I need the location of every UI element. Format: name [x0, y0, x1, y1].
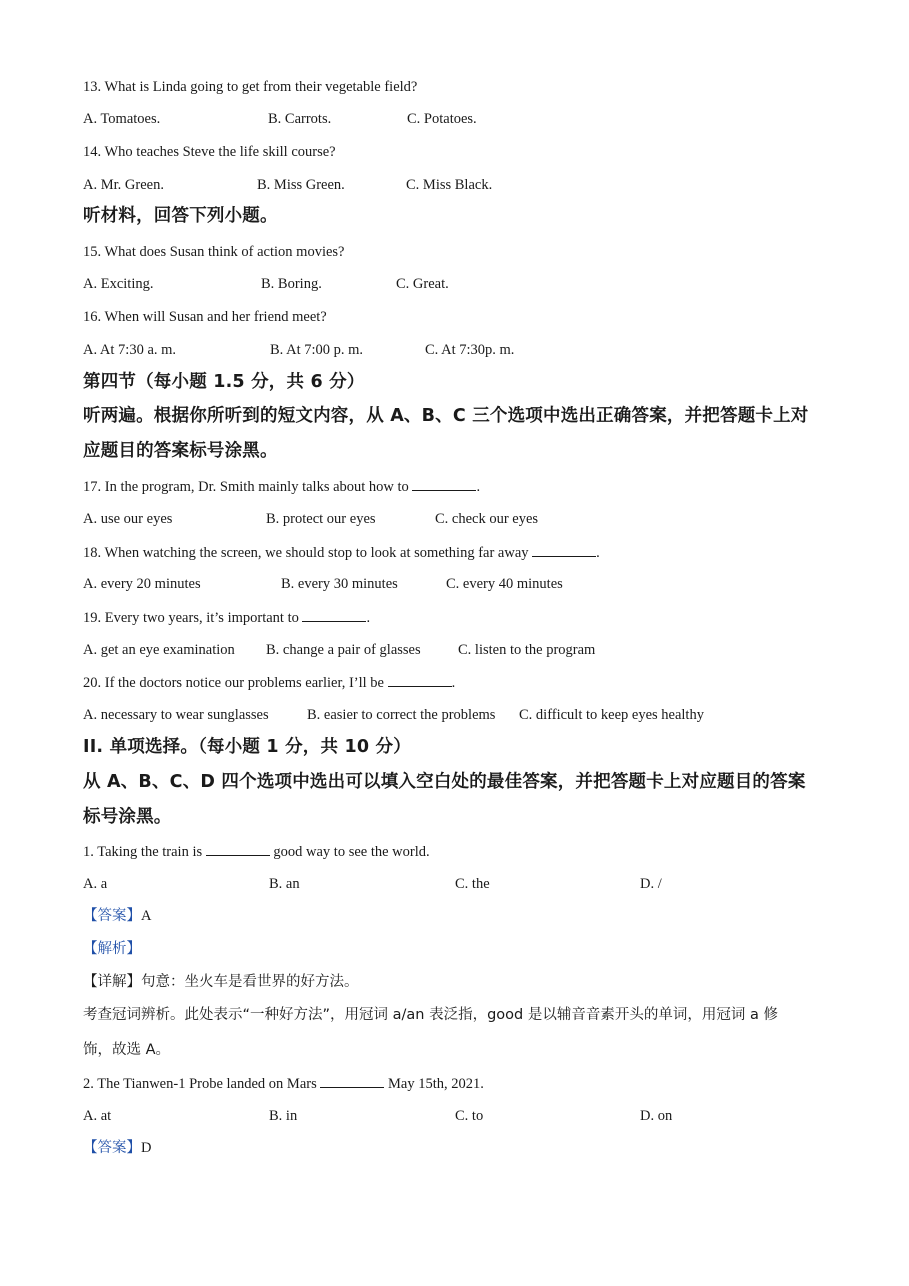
- part2-instruction-line1: 从 A、B、C、D 四个选项中选出可以填入空白处的最佳答案，并把答题卡上对应题目的答案: [83, 772, 806, 792]
- question-18: 18. When watching the screen, we should stop to look at something far away .: [83, 542, 600, 563]
- q16-option-b: B. At 7:00 p. m.: [270, 342, 364, 358]
- part2-title: II. 单项选择。（每小题 1 分，共 10 分）: [83, 737, 411, 757]
- answer-tag: 【答案】: [83, 908, 141, 924]
- mc2-option-a: A. at: [83, 1108, 112, 1124]
- question-15: 15. What does Susan think of action movies?: [83, 244, 345, 260]
- q13-option-a: A. Tomatoes.: [83, 111, 161, 127]
- q15-option-a: A. Exciting.: [83, 276, 154, 292]
- q15-option-b: B. Boring.: [261, 276, 322, 292]
- mc2-option-b: B. in: [269, 1108, 298, 1124]
- mc-question-2: 2. The Tianwen-1 Probe landed on Mars May 15th, 2021.: [83, 1073, 484, 1094]
- analysis-tag: 【解析】: [83, 941, 141, 957]
- q17-option-a: A. use our eyes: [83, 511, 173, 527]
- q19-option-c: C. listen to the program: [458, 642, 596, 658]
- detail-text: 句意：坐火车是看世界的好方法。: [141, 974, 359, 990]
- mc2-option-d: D. on: [640, 1108, 673, 1124]
- section4-instruction-line1: 听两遍。根据你所听到的短文内容，从 A、B、C 三个选项中选出正确答案，并把答题卡上对: [83, 406, 809, 426]
- q18-option-a: A. every 20 minutes: [83, 576, 201, 592]
- q19-option-b: B. change a pair of glasses: [266, 642, 421, 658]
- mc1-option-c: C. the: [455, 876, 490, 892]
- mc1-option-a: A. a: [83, 876, 108, 892]
- question-20: 20. If the doctors notice our problems earlier, I’ll be .: [83, 672, 455, 693]
- q14-option-b: B. Miss Green.: [257, 177, 345, 193]
- section4-title: 第四节（每小题 1.5 分，共 6 分）: [83, 372, 365, 392]
- mc1-option-b: B. an: [269, 876, 300, 892]
- answer-value: A: [141, 908, 152, 924]
- q13-option-c: C. Potatoes.: [407, 111, 477, 127]
- detail-tag: 【详解】: [83, 974, 141, 990]
- mc1-explain-line1: 考查冠词辨析。此处表示“一种好方法”，用冠词 a/an 表泛指，good 是以辅音音素开头的单词，用冠词 a 修: [83, 1007, 778, 1023]
- answer-blank: [412, 476, 476, 491]
- mc2-option-c: C. to: [455, 1108, 484, 1124]
- answer-blank: [532, 542, 596, 557]
- q19-option-a: A. get an eye examination: [83, 642, 235, 658]
- q20-option-b: B. easier to correct the problems: [307, 707, 496, 723]
- q16-option-a: A. At 7:30 a. m.: [83, 342, 177, 358]
- answer-blank: [302, 607, 366, 622]
- mc1-detail: [83, 972, 359, 992]
- q17-option-b: B. protect our eyes: [266, 511, 376, 527]
- q14-option-a: A. Mr. Green.: [83, 177, 164, 193]
- mc1-answer: [83, 906, 151, 926]
- mc1-analysis: [83, 939, 141, 959]
- q16-option-c: C. At 7:30p. m.: [425, 342, 515, 358]
- mc-question-1: 1. Taking the train is good way to see the world.: [83, 841, 430, 862]
- q17-option-c: C. check our eyes: [435, 511, 539, 527]
- answer-blank: [320, 1073, 384, 1088]
- mc1-explain-line2: 饰，故选 A。: [83, 1042, 171, 1058]
- part2-instruction-line2: 标号涂黑。: [83, 807, 172, 827]
- q18-option-c: C. every 40 minutes: [446, 576, 563, 592]
- question-19: 19. Every two years, it’s important to .: [83, 607, 370, 628]
- q14-option-c: C. Miss Black.: [406, 177, 493, 193]
- question-17: 17. In the program, Dr. Smith mainly talks about how to .: [83, 476, 480, 497]
- question-14: 14. Who teaches Steve the life skill course?: [83, 144, 336, 160]
- mc2-answer: [83, 1138, 151, 1158]
- mc1-option-d: D. /: [640, 876, 662, 892]
- q20-option-a: A. necessary to wear sunglasses: [83, 707, 269, 723]
- answer-blank: [388, 672, 452, 687]
- q20-option-c: C. difficult to keep eyes healthy: [519, 707, 704, 723]
- answer-tag: 【答案】: [83, 1140, 141, 1156]
- q13-option-b: B. Carrots.: [268, 111, 332, 127]
- listen-instruction: 听材料，回答下列小题。: [83, 206, 278, 226]
- question-13: 13. What is Linda going to get from their vegetable field?: [83, 79, 418, 95]
- q15-option-c: C. Great.: [396, 276, 449, 292]
- question-16: 16. When will Susan and her friend meet?: [83, 309, 327, 325]
- answer-blank: [206, 841, 270, 856]
- q18-option-b: B. every 30 minutes: [281, 576, 398, 592]
- section4-instruction-line2: 应题目的答案标号涂黑。: [83, 441, 278, 461]
- answer-value: D: [141, 1140, 152, 1156]
